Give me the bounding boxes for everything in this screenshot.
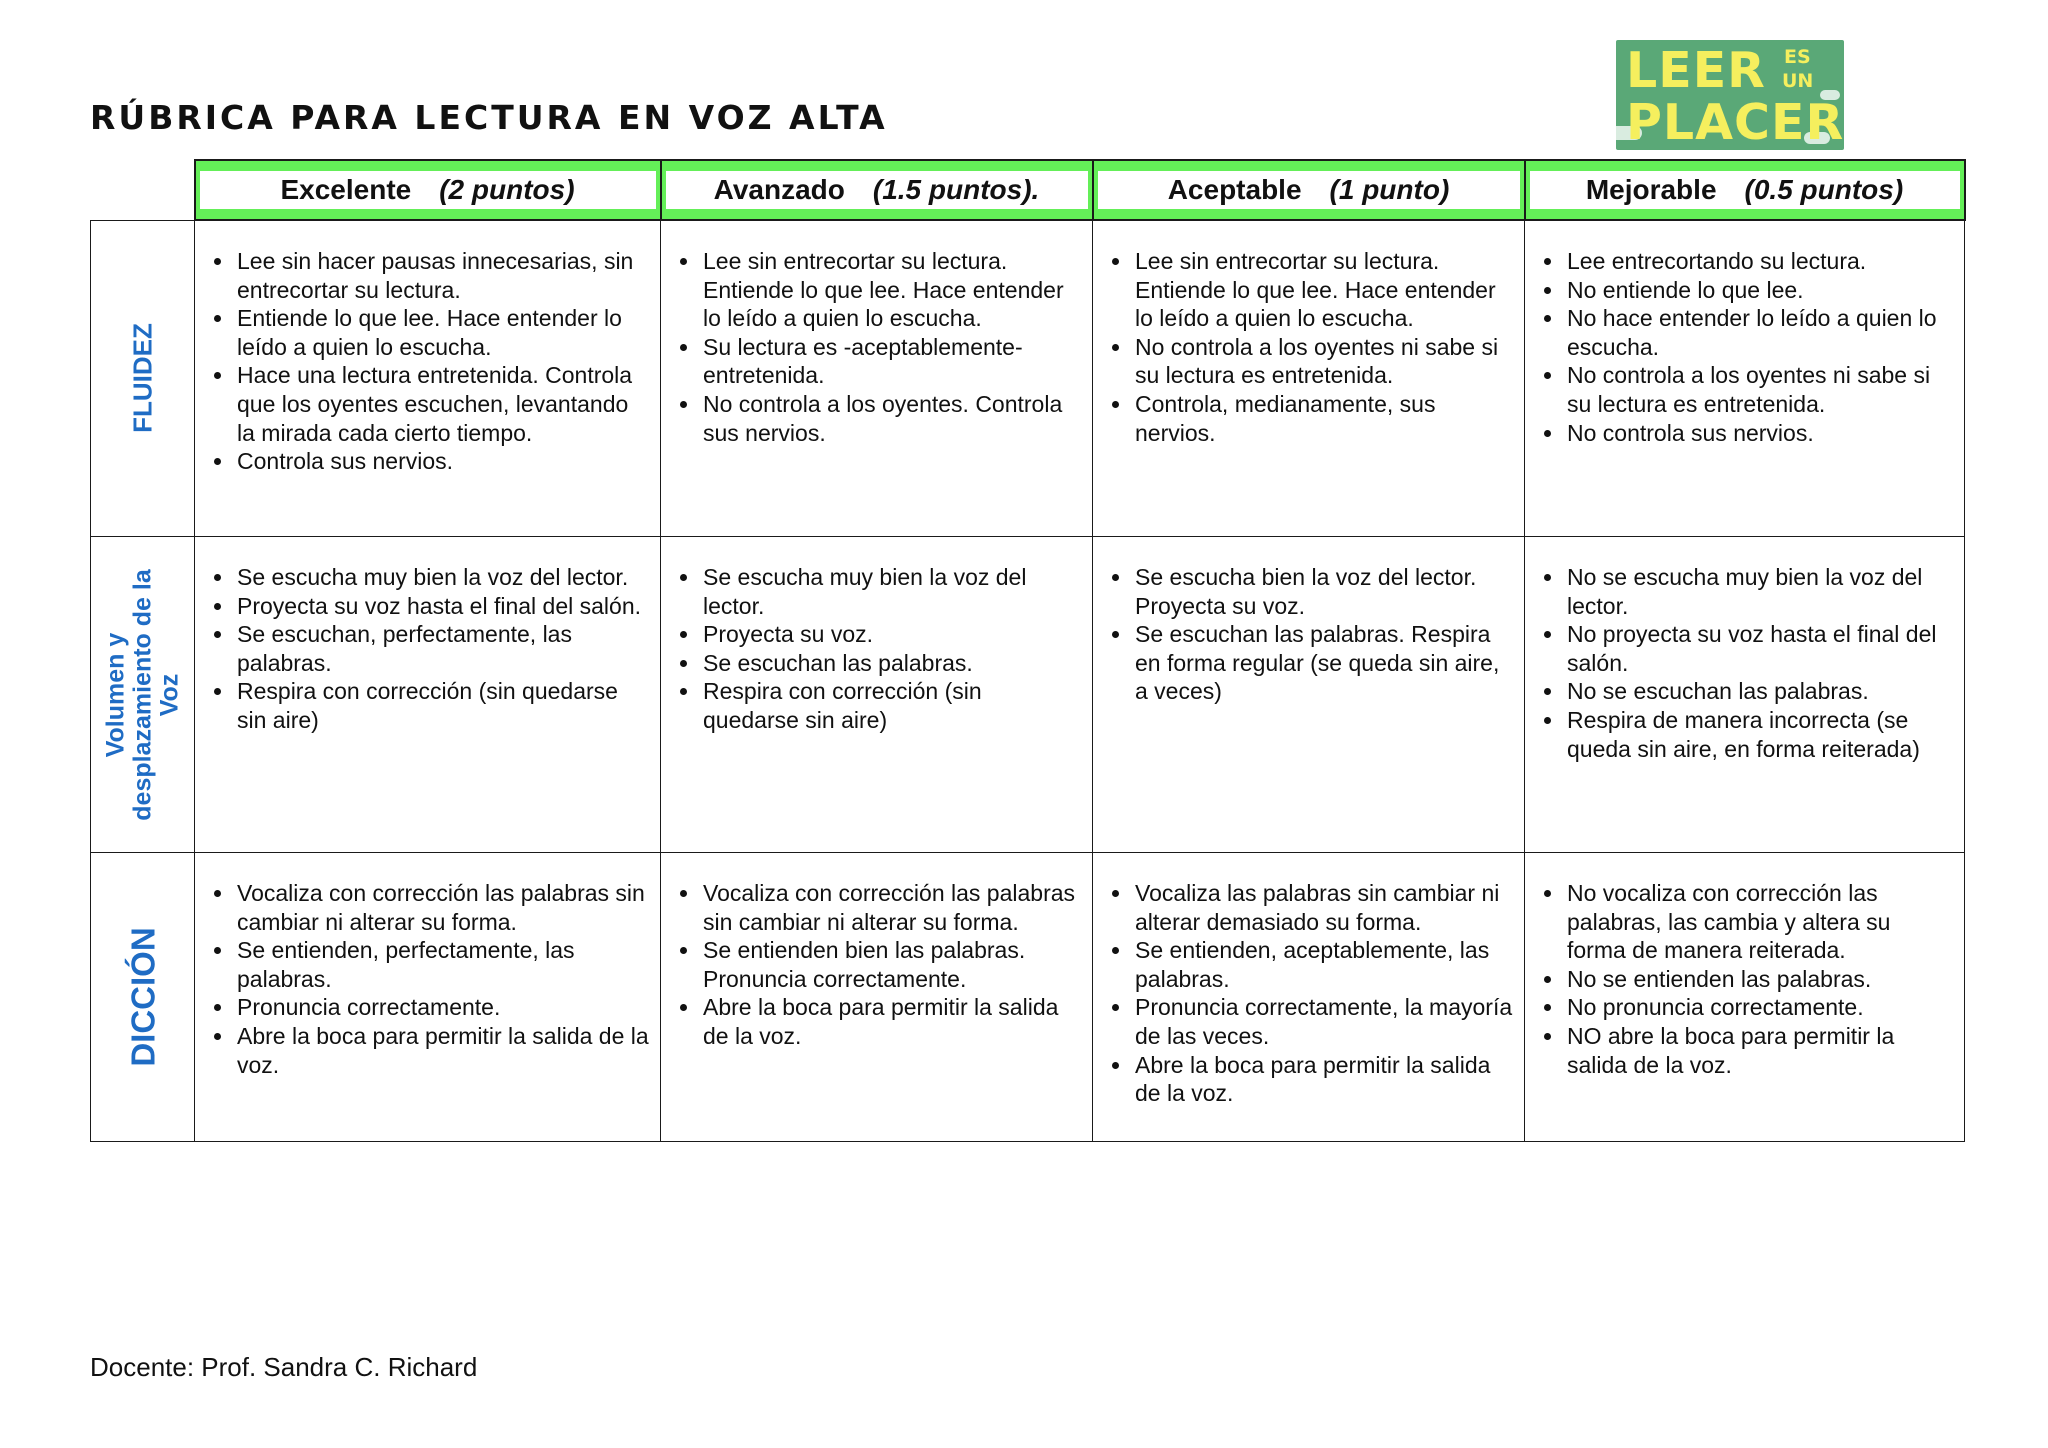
column-header-excelente	[195, 160, 661, 220]
criteria-cell	[661, 220, 1093, 537]
page-title: RÚBRICA PARA LECTURA EN VOZ ALTA	[90, 98, 888, 137]
criteria-item: • No se entienden las palabras.	[1565, 965, 1954, 994]
rubric-header-row	[91, 160, 1965, 220]
row-label-diccion: DICCIÓN	[124, 927, 161, 1067]
criteria-item: • Hace una lectura entretenida. Controla que los oyentes escuchen, levantando la mirada cada cierto tiempo.	[235, 361, 650, 447]
criteria-item: • Lee sin entrecortar su lectura. Entiende lo que lee. Hace entender lo leído a quien lo escucha.	[1133, 247, 1514, 333]
criteria-item: • No pronuncia correctamente.	[1565, 993, 1954, 1022]
criteria-item: • No proyecta su voz hasta el final del salón.	[1565, 620, 1954, 677]
criteria-list	[209, 247, 650, 476]
criteria-item: • Vocaliza las palabras sin cambiar ni alterar demasiado su forma.	[1133, 879, 1514, 936]
criteria-item: • Su lectura es -aceptablemente- entretenida.	[701, 333, 1082, 390]
criteria-item: • No controla a los oyentes. Controla sus nervios.	[701, 390, 1082, 447]
criteria-cell	[1525, 537, 1965, 853]
criteria-item: • Se escucha bien la voz del lector. Proyecta su voz.	[1133, 563, 1514, 620]
criteria-item: • Lee sin entrecortar su lectura. Entiende lo que lee. Hace entender lo leído a quien lo escucha.	[701, 247, 1082, 333]
criteria-cell	[1525, 220, 1965, 537]
rubric-table	[90, 159, 1966, 1142]
column-level-label: Mejorable	[1585, 174, 1717, 205]
criteria-item: • Abre la boca para permitir la salida de la voz.	[235, 1022, 650, 1079]
criteria-item: • Controla, medianamente, sus nervios.	[1133, 390, 1514, 447]
column-points-label: (0.5 puntos)	[1744, 174, 1904, 205]
corner-empty-cell	[91, 160, 195, 220]
rubric-row-volumen	[91, 537, 1965, 853]
column-points-label: (1 punto)	[1329, 174, 1450, 205]
criteria-item: • NO abre la boca para permitir la salida de la voz.	[1565, 1022, 1954, 1079]
criteria-item: • Se escuchan las palabras. Respira en forma regular (se queda sin aire, a veces)	[1133, 620, 1514, 706]
criteria-item: • Pronuncia correctamente.	[235, 993, 650, 1022]
criteria-item: • Proyecta su voz hasta el final del salón.	[235, 592, 650, 621]
criteria-item: • Lee sin hacer pausas innecesarias, sin entrecortar su lectura.	[235, 247, 650, 304]
leer-es-un-placer-logo	[1616, 40, 1844, 150]
column-header-avanzado	[661, 160, 1093, 220]
criteria-cell	[1525, 853, 1965, 1142]
criteria-item: • No se escucha muy bien la voz del lector.	[1565, 563, 1954, 620]
column-level-label: Excelente	[280, 174, 412, 205]
criteria-item: • Se entienden bien las palabras. Pronuncia correctamente.	[701, 936, 1082, 993]
criteria-item: • Se escuchan las palabras.	[701, 649, 1082, 678]
criteria-list	[1107, 879, 1514, 1108]
criteria-list	[1107, 247, 1514, 447]
criteria-cell	[195, 220, 661, 537]
logo-word-placer: PLACER	[1626, 94, 1844, 150]
rubric-row-diccion	[91, 853, 1965, 1142]
column-points-label: (2 puntos)	[439, 174, 575, 205]
teacher-credit: Docente: Prof. Sandra C. Richard	[90, 1352, 478, 1382]
criteria-cell	[661, 537, 1093, 853]
criteria-item: • Vocaliza con corrección las palabras sin cambiar ni alterar su forma.	[701, 879, 1082, 936]
column-header-mejorable	[1525, 160, 1965, 220]
criteria-cell	[195, 853, 661, 1142]
criteria-cell	[1093, 220, 1525, 537]
criteria-item: • No controla a los oyentes ni sabe si su lectura es entretenida.	[1133, 333, 1514, 390]
logo-word-es: ES	[1784, 46, 1811, 68]
criteria-list	[209, 879, 650, 1079]
column-level-label: Aceptable	[1167, 174, 1302, 205]
row-label-fluidez: FLUIDEZ	[127, 323, 157, 434]
rubric-row-fluidez	[91, 220, 1965, 537]
criteria-item: • Se escucha muy bien la voz del lector.	[701, 563, 1082, 620]
row-label-volumen: Volumen y desplazamiento de la Voz	[101, 568, 183, 821]
criteria-item: • Se escuchan, perfectamente, las palabras.	[235, 620, 650, 677]
criteria-list	[675, 879, 1082, 1051]
logo-word-leer: LEER	[1626, 42, 1766, 99]
criteria-cell	[661, 853, 1093, 1142]
criteria-item: • Respira con corrección (sin quedarse sin aire)	[701, 677, 1082, 734]
criteria-list	[1539, 563, 1954, 763]
row-label-cell	[91, 537, 195, 853]
criteria-list	[675, 563, 1082, 735]
criteria-cell	[1093, 853, 1525, 1142]
criteria-item: • No hace entender lo leído a quien lo escucha.	[1565, 304, 1954, 361]
criteria-item: • No vocaliza con corrección las palabras, las cambia y altera su forma de manera reiterada.	[1565, 879, 1954, 965]
criteria-item: • Pronuncia correctamente, la mayoría de las veces.	[1133, 993, 1514, 1050]
column-level-label: Avanzado	[713, 174, 845, 205]
criteria-cell	[1093, 537, 1525, 853]
criteria-item: • Se escucha muy bien la voz del lector.	[235, 563, 650, 592]
criteria-item: • Abre la boca para permitir la salida de la voz.	[701, 993, 1082, 1050]
criteria-item: • No entiende lo que lee.	[1565, 276, 1954, 305]
logo-word-un: UN	[1782, 70, 1814, 92]
criteria-item: • Vocaliza con corrección las palabras sin cambiar ni alterar su forma.	[235, 879, 650, 936]
criteria-item: • Entiende lo que lee. Hace entender lo leído a quien lo escucha.	[235, 304, 650, 361]
row-label-cell	[91, 220, 195, 537]
criteria-list	[675, 247, 1082, 447]
criteria-cell	[195, 537, 661, 853]
criteria-item: • Se entienden, aceptablemente, las palabras.	[1133, 936, 1514, 993]
criteria-item: • Respira con corrección (sin quedarse sin aire)	[235, 677, 650, 734]
criteria-item: • Lee entrecortando su lectura.	[1565, 247, 1954, 276]
criteria-list	[209, 563, 650, 735]
criteria-item: • No controla a los oyentes ni sabe si su lectura es entretenida.	[1565, 361, 1954, 418]
column-header-aceptable	[1093, 160, 1525, 220]
column-points-label: (1.5 puntos).	[872, 174, 1040, 205]
criteria-item: • No controla sus nervios.	[1565, 419, 1954, 448]
criteria-item: • No se escuchan las palabras.	[1565, 677, 1954, 706]
criteria-list	[1539, 247, 1954, 447]
row-label-cell	[91, 853, 195, 1142]
criteria-list	[1539, 879, 1954, 1079]
criteria-item: • Abre la boca para permitir la salida de la voz.	[1133, 1051, 1514, 1108]
criteria-item: • Controla sus nervios.	[235, 447, 650, 476]
criteria-item: • Se entienden, perfectamente, las palabras.	[235, 936, 650, 993]
criteria-item: • Respira de manera incorrecta (se queda sin aire, en forma reiterada)	[1565, 706, 1954, 763]
criteria-list	[1107, 563, 1514, 706]
criteria-item: • Proyecta su voz.	[701, 620, 1082, 649]
